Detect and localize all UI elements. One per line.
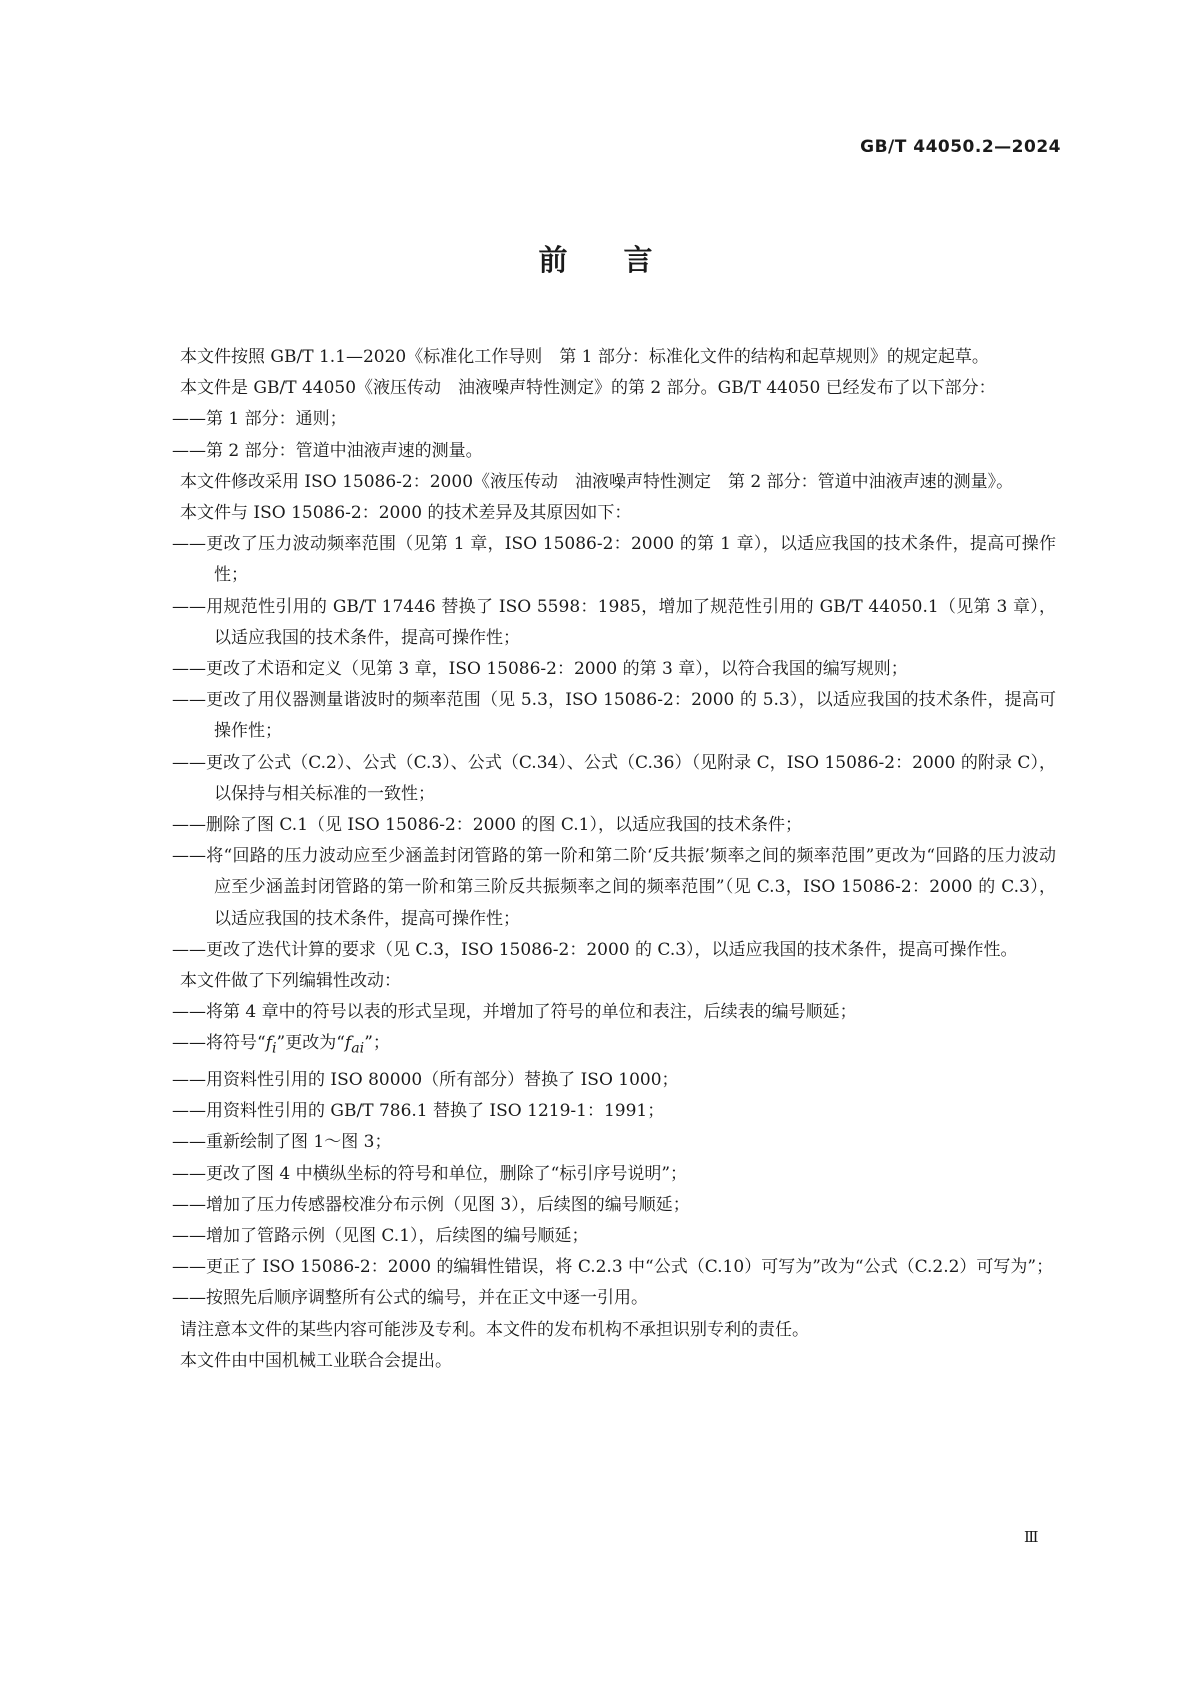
list-item: ——按照先后顺序调整所有公式的编号，并在正文中逐一引用。: [172, 1288, 648, 1309]
list-item: ——第 2 部分：管道中油液声速的测量。: [172, 440, 483, 461]
paragraph: 本文件与 ISO 15086-2：2000 的技术差异及其原因如下：: [180, 503, 632, 524]
list-item: ——更改了用仪器测量谐波时的频率范围（见 5.3，ISO 15086-2：2000 的 5.3），以适应我国的技术条件，提高可操作性；: [172, 690, 1056, 742]
list-item: ——第 1 部分：通则；: [172, 409, 347, 430]
list-item: ——更改了术语和定义（见第 3 章，ISO 15086-2：2000 的第 3 章），以符合我国的编写规则；: [172, 659, 908, 680]
list-item: ——删除了图 C.1（见 ISO 15086-2：2000 的图 C.1），以适应我国的技术条件；: [172, 815, 802, 836]
list-item: [146, 1028, 1056, 1065]
text-fragment: ——将符号“: [172, 1033, 266, 1054]
symbol-subscript: ai: [351, 1040, 365, 1057]
list-item: ——更改了图 4 中横纵坐标的符号和单位，删除了“标引序号说明”；: [172, 1163, 688, 1184]
paragraph: 本文件由中国机械工业联合会提出。: [180, 1350, 452, 1371]
symbol-f: f: [265, 1033, 272, 1054]
standard-code: GB/T 44050.2—2024: [860, 137, 1061, 157]
paragraph: 本文件是 GB/T 44050《液压传动 油液噪声特性测定》的第 2 部分。GB/T 44050 已经发布了以下部分：: [180, 378, 996, 399]
list-item: ——更改了公式（C.2）、公式（C.3）、公式（C.34）、公式（C.36）（见附录 C，ISO 15086-2：2000 的附录 C），以保持与相关标准的一致性；: [172, 752, 1056, 804]
list-item: ——将第 4 章中的符号以表的形式呈现，并增加了符号的单位和表注，后续表的编号顺延；: [172, 1002, 857, 1023]
list-item: ——用资料性引用的 ISO 80000（所有部分）替换了 ISO 1000；: [172, 1070, 679, 1091]
list-item: ——更正了 ISO 15086-2：2000 的编辑性错误，将 C.2.3 中“公式（C.10）可写为”改为“公式（C.2.2）可写为”；: [172, 1257, 1054, 1278]
text-fragment: ”更改为“: [276, 1033, 345, 1054]
list-item: ——将“回路的压力波动应至少涵盖封闭管路的第一阶和第二阶‘反共振’频率之间的频率范围”更改为“回路的压力波动应至少涵盖封闭管路的第一阶和第三阶反共振频率之间的频率范围”（见 C.3，ISO 15086-2：2000 的 C.3），以适应我国的技术条件，提高可操作性；: [172, 846, 1056, 929]
list-item: ——用资料性引用的 GB/T 786.1 替换了 ISO 1219-1：1991；: [172, 1101, 665, 1122]
list-item: ——用规范性引用的 GB/T 17446 替换了 ISO 5598：1985，增加了规范性引用的 GB/T 44050.1（见第 3 章），以适应我国的技术条件，提高可操作性；: [172, 596, 1056, 648]
paragraph: 请注意本文件的某些内容可能涉及专利。本文件的发布机构不承担识别专利的责任。: [180, 1319, 809, 1340]
symbol-f: f: [344, 1033, 352, 1054]
paragraph: 本文件修改采用 ISO 15086-2：2000《液压传动 油液噪声特性测定 第 2 部分：管道中油液声速的测量》。: [180, 471, 1014, 492]
list-item: ——增加了压力传感器校准分布示例（见图 3），后续图的编号顺延；: [172, 1194, 690, 1215]
list-item: ——更改了迭代计算的要求（见 C.3，ISO 15086-2：2000 的 C.3），以适应我国的技术条件，提高可操作性。: [172, 939, 1018, 960]
page-number: Ⅲ: [1024, 1528, 1039, 1546]
list-item: ——增加了管路示例（见图 C.1），后续图的编号顺延；: [172, 1226, 589, 1247]
symbol-subscript: i: [272, 1040, 277, 1057]
paragraph: 本文件做了下列编辑性改动：: [180, 971, 401, 992]
text-fragment: ”；: [364, 1033, 390, 1054]
paragraph: 本文件按照 GB/T 1.1—2020《标准化工作导则 第 1 部分：标准化文件的结构和起草规则》的规定起草。: [180, 347, 989, 367]
page-title: 前言: [538, 243, 709, 277]
foreword-body: [146, 342, 1056, 1377]
list-item: ——重新绘制了图 1～图 3；: [172, 1132, 392, 1153]
list-item: ——更改了压力波动频率范围（见第 1 章，ISO 15086-2：2000 的第 1 章），以适应我国的技术条件，提高可操作性；: [172, 534, 1056, 586]
